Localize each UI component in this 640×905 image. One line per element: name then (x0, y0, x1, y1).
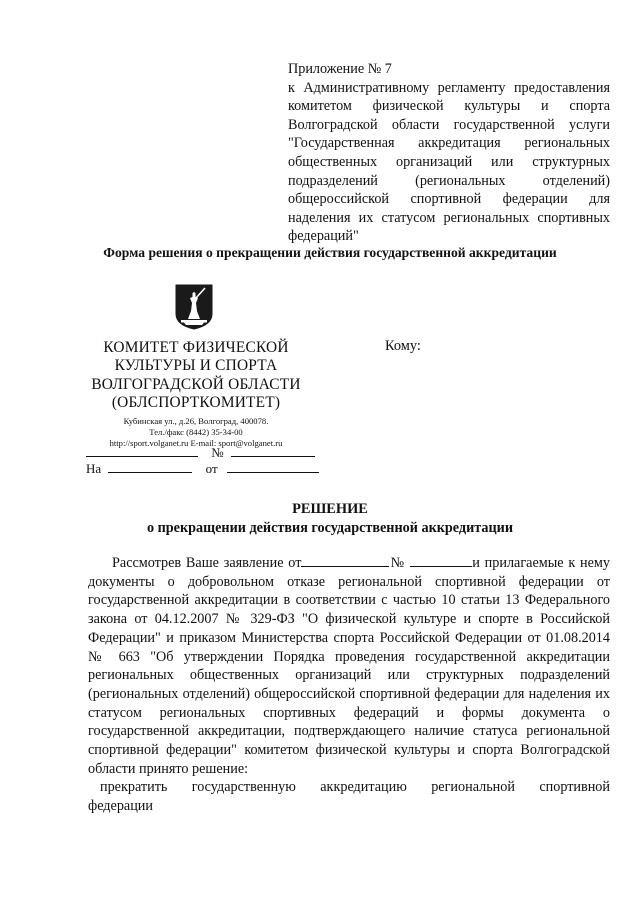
committee-short-name: (ОБЛСПОРТКОМИТЕТ) (111, 394, 281, 412)
incoming-number-blank (108, 460, 192, 473)
decision-heading (30, 500, 630, 538)
paragraph-text: и прилагаемые к нему документы о добровольном отказе региональной спортивной федерации от государственной аккредитации в соответствии с частью 10 статьи 13 Федерального закона от 04.12.2007 № 329-ФЗ "О физической культуре и спорте в Российской Федерации" и приказом Министерства спорта Российской Федерации от 01.08.2014 № 663 "Об утверждении Порядка проведения государственной аккредитации региональных общественных организаций или структурных подразделений (региональных отделений) общероссийской спортивной федерации для наделения их статусом региональных спортивных федераций и формы документа о государственной аккредитации, подтверждающего наличие статуса региональной спортивной федерации" комитетом физической культуры и спорта Волгоградской области принято решение: (88, 555, 611, 777)
decision-subtitle: о прекращении действия государственной аккредитации (146, 520, 514, 536)
registration-number-line (86, 444, 315, 461)
committee-phone: Тел./факс (8442) 35-34-00 (149, 426, 243, 437)
decision-statement-tail: федерации (88, 798, 153, 815)
application-date-blank (301, 553, 389, 567)
appendix-block (288, 60, 610, 246)
number-sign: № (211, 445, 224, 460)
incoming-date-blank (227, 460, 319, 473)
decision-body (88, 553, 610, 816)
recipient-label: Кому: (385, 338, 421, 354)
application-number-blank (410, 553, 472, 567)
date-blank (86, 444, 198, 457)
form-title: Форма решения о прекращении действия государственной аккредитации (103, 245, 557, 260)
number-sign: № (389, 555, 406, 571)
decision-statement: прекратить государственную аккредитацию региональной спортивной (100, 779, 610, 796)
committee-letterhead (78, 339, 314, 449)
to-label: На (86, 461, 102, 476)
volgograd-emblem-icon (175, 284, 213, 330)
committee-name-line: КУЛЬТУРЫ И СПОРТА (114, 357, 278, 375)
committee-name-line: КОМИТЕТ ФИЗИЧЕСКОЙ (103, 339, 289, 356)
appendix-number: Приложение № 7 (288, 61, 392, 77)
committee-web-email: http://sport.volganet.ru E-mail: sport@volganet.ru (109, 437, 283, 448)
from-label: от (205, 461, 218, 476)
committee-address: Кубинская ул., д.26, Волгоград, 400078. (123, 415, 269, 426)
paragraph-text: Рассмотрев Ваше заявление от (112, 555, 302, 571)
committee-name-line: ВОЛГОГРАДСКОЙ ОБЛАСТИ (91, 375, 301, 393)
decision-paragraph (88, 553, 610, 778)
incoming-reference-line (86, 460, 319, 477)
appendix-text: к Административному регламенту предоставления комитетом физической культуры и спорта Волгоградской области государственной услуги "Государственная аккредитация региональных общественных организаций или структурных подразделений (региональных отделений) общероссийской спортивной федерации для наделения их статусом региональных спортивных федераций" (288, 79, 610, 245)
number-blank (231, 444, 315, 457)
decision-title: РЕШЕНИЕ (292, 501, 368, 517)
